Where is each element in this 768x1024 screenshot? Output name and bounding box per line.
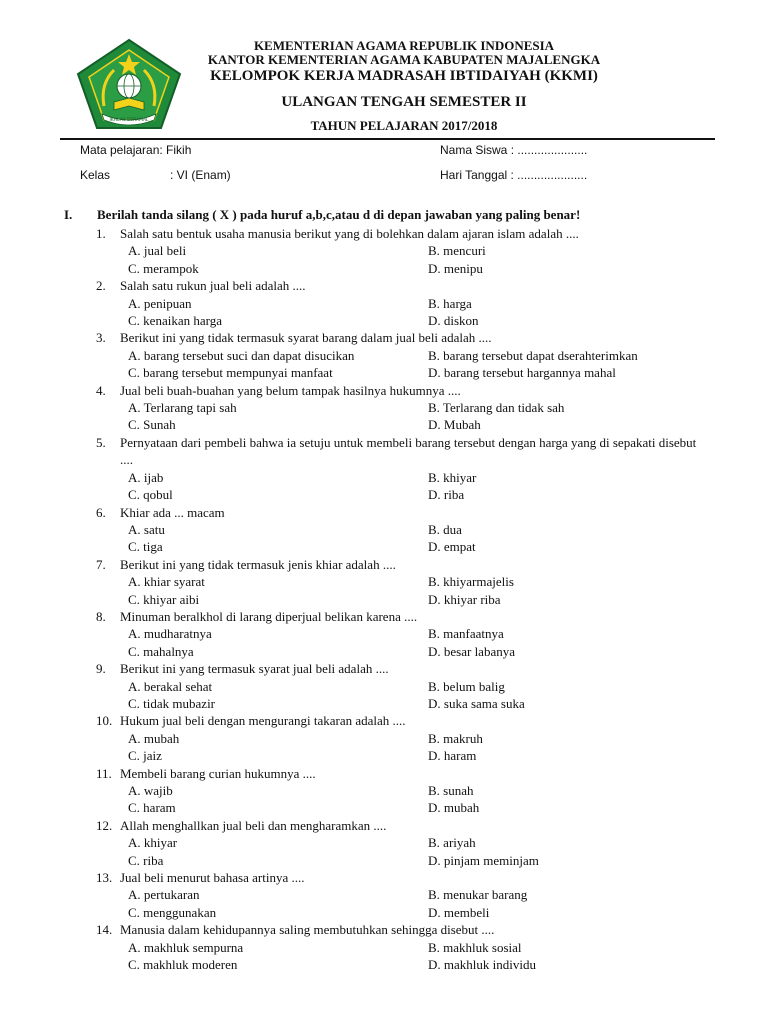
option-b[interactable]: B. khiyarmajelis bbox=[428, 574, 514, 590]
option-a[interactable]: A. khiyar bbox=[128, 835, 178, 851]
option-row bbox=[0, 295, 768, 312]
option-row bbox=[0, 678, 768, 695]
question-number: 5. bbox=[96, 434, 106, 450]
option-row bbox=[0, 416, 768, 433]
option-b[interactable]: B. ariyah bbox=[428, 835, 476, 851]
option-d[interactable]: D. pinjam meminjam bbox=[428, 852, 539, 868]
option-c[interactable]: C. tiga bbox=[128, 539, 163, 555]
question-number: 6. bbox=[96, 504, 106, 520]
option-c[interactable]: C. barang tersebut mempunyai manfaat bbox=[128, 365, 333, 381]
option-d[interactable]: D. diskon bbox=[428, 313, 479, 329]
option-d[interactable]: D. suka sama suka bbox=[428, 695, 525, 711]
question-item bbox=[0, 712, 768, 764]
option-row bbox=[0, 834, 768, 851]
question-text: Salah satu bentuk usaha manusia berikut yang di bolehkan dalam ajaran islam adalah .... bbox=[120, 226, 579, 241]
question-text: Jual beli buah-buahan yang belum tampak hasilnya hukumnya .... bbox=[120, 382, 461, 398]
option-row bbox=[0, 782, 768, 799]
option-a[interactable]: A. pertukaran bbox=[128, 887, 200, 903]
option-b[interactable]: B. Terlarang dan tidak sah bbox=[428, 400, 565, 416]
question-text: Pernyataan dari pembeli bahwa ia setuju untuk membeli barang tersebut dengan harga yang di sepakati disebut .... bbox=[120, 434, 697, 468]
section-instruction: Berilah tanda silang ( X ) pada huruf a,b,c,atau d di depan jawaban yang paling benar! bbox=[97, 207, 581, 222]
option-c[interactable]: C. mahalnya bbox=[128, 643, 194, 659]
exam-title: ULANGAN TENGAH SEMESTER II bbox=[281, 94, 527, 110]
option-a[interactable]: A. wajib bbox=[128, 783, 173, 798]
question-item bbox=[0, 556, 768, 608]
header-office: KANTOR KEMENTERIAN AGAMA KABUPATEN MAJALENGKA bbox=[207, 52, 601, 67]
option-a[interactable]: A. ijab bbox=[128, 469, 164, 485]
option-b[interactable]: B. menukar barang bbox=[428, 887, 528, 903]
option-d[interactable]: D. makhluk individu bbox=[428, 957, 536, 973]
question-text: Berikut ini yang termasuk syarat jual beli adalah .... bbox=[120, 661, 389, 677]
option-d[interactable]: D. barang tersebut hargannya mahal bbox=[428, 365, 616, 381]
option-b[interactable]: B. belum balig bbox=[428, 678, 505, 694]
option-row bbox=[0, 486, 768, 503]
option-row bbox=[0, 643, 768, 660]
school-year: TAHUN PELAJARAN 2017/2018 bbox=[310, 118, 498, 133]
option-a[interactable]: A. satu bbox=[128, 521, 165, 537]
option-a[interactable]: A. berakal sehat bbox=[128, 678, 213, 694]
option-c[interactable]: C. Sunah bbox=[128, 417, 176, 433]
question-text: Berikut ini yang tidak termasuk syarat barang dalam jual beli adalah .... bbox=[120, 330, 492, 346]
option-row bbox=[0, 469, 768, 486]
option-a[interactable]: A. barang tersebut suci dan dapat disucikan bbox=[128, 347, 355, 363]
option-c[interactable]: C. merampok bbox=[128, 260, 199, 276]
question-number: 10. bbox=[96, 713, 113, 729]
subject-label: Mata pelajaran: Fikih bbox=[80, 143, 192, 157]
header-kkmi: KELOMPOK KERJA MADRASAH IBTIDAIYAH (KKMI) bbox=[210, 68, 598, 84]
student-name-field: Nama Siswa : ..................... bbox=[440, 143, 588, 157]
question-text: Khiar ada ... macam bbox=[120, 504, 225, 520]
question-number: 13. bbox=[96, 870, 113, 886]
section-number: I. bbox=[64, 207, 73, 222]
option-b[interactable]: B. barang tersebut dapat dserahterimkan bbox=[428, 347, 638, 363]
option-a[interactable]: A. mudharatnya bbox=[128, 626, 212, 642]
option-row bbox=[0, 521, 768, 538]
question-text: Jual beli menurut bahasa artinya .... bbox=[120, 870, 305, 886]
option-b[interactable]: B. sunah bbox=[428, 783, 474, 798]
question-number: 4. bbox=[96, 382, 106, 398]
question-item bbox=[0, 277, 768, 329]
question-item bbox=[0, 608, 768, 660]
question-text: Membeli barang curian hukumnya .... bbox=[120, 765, 316, 781]
option-d[interactable]: D. membeli bbox=[428, 904, 490, 920]
option-row bbox=[0, 399, 768, 416]
option-b[interactable]: B. dua bbox=[428, 521, 462, 537]
question-list bbox=[0, 225, 768, 973]
question-item bbox=[0, 869, 768, 921]
option-b[interactable]: B. makruh bbox=[428, 730, 483, 746]
option-row bbox=[0, 347, 768, 364]
option-row bbox=[0, 747, 768, 764]
question-number: 7. bbox=[96, 556, 106, 572]
question-item bbox=[0, 921, 768, 973]
option-row bbox=[0, 886, 768, 903]
question-text: Manusia dalam kehidupannya saling membutuhkan sehingga disebut .... bbox=[120, 922, 495, 938]
question-item bbox=[0, 434, 768, 504]
option-row bbox=[0, 625, 768, 642]
option-d[interactable]: D. empat bbox=[428, 539, 476, 555]
option-d[interactable]: D. mubah bbox=[428, 800, 480, 816]
question-item bbox=[0, 225, 768, 277]
question-number: 3. bbox=[96, 330, 106, 346]
option-c[interactable]: C. jaiz bbox=[128, 748, 162, 764]
question-text: Allah menghallkan jual beli dan mengharamkan .... bbox=[120, 817, 387, 833]
option-row bbox=[0, 364, 768, 381]
class-value: : VI (Enam) bbox=[170, 168, 231, 182]
option-c[interactable]: C. haram bbox=[128, 800, 176, 816]
header-divider bbox=[60, 138, 715, 140]
header-ministry: KEMENTERIAN AGAMA REPUBLIK INDONESIA bbox=[253, 38, 555, 53]
option-c[interactable]: C. kenaikan harga bbox=[128, 313, 222, 329]
option-row bbox=[0, 538, 768, 555]
question-item bbox=[0, 382, 768, 434]
question-number: 9. bbox=[96, 661, 106, 677]
question-item bbox=[0, 765, 768, 817]
option-row bbox=[0, 260, 768, 277]
option-d[interactable]: D. riba bbox=[428, 487, 465, 503]
option-row bbox=[0, 591, 768, 608]
option-d[interactable]: D. besar labanya bbox=[428, 643, 515, 659]
option-d[interactable]: D. haram bbox=[428, 748, 477, 764]
question-item bbox=[0, 660, 768, 712]
question-item bbox=[0, 329, 768, 381]
svg-text:IKHLAS BERAMAL: IKHLAS BERAMAL bbox=[109, 118, 149, 123]
option-b[interactable]: B. mencuri bbox=[428, 243, 486, 259]
option-row bbox=[0, 573, 768, 590]
question-text: Berikut ini yang tidak termasuk jenis khiar adalah .... bbox=[120, 556, 396, 572]
option-d[interactable]: D. khiyar riba bbox=[428, 591, 501, 607]
question-text: Salah satu rukun jual beli adalah .... bbox=[120, 278, 306, 294]
question-number: 8. bbox=[96, 608, 106, 624]
option-a[interactable]: A. penipuan bbox=[128, 295, 192, 311]
option-d[interactable]: D. Mubah bbox=[428, 417, 481, 433]
option-row bbox=[0, 799, 768, 816]
option-a[interactable]: A. Terlarang tapi sah bbox=[128, 400, 237, 416]
question-item bbox=[0, 504, 768, 556]
class-label: Kelas bbox=[80, 168, 111, 182]
question-number: 1. bbox=[96, 226, 106, 241]
kemenag-logo bbox=[74, 36, 184, 132]
option-row bbox=[0, 730, 768, 747]
option-c[interactable]: C. khiyar aibi bbox=[128, 591, 200, 607]
question-item bbox=[0, 817, 768, 869]
question-number: 11. bbox=[96, 765, 112, 781]
option-a[interactable]: A. mubah bbox=[128, 730, 180, 746]
question-number: 12. bbox=[96, 817, 113, 833]
option-row bbox=[0, 956, 768, 973]
option-b[interactable]: B. harga bbox=[428, 295, 472, 311]
option-b[interactable]: B. khiyar bbox=[428, 469, 477, 485]
option-c[interactable]: C. menggunakan bbox=[128, 904, 217, 920]
option-b[interactable]: B. manfaatnya bbox=[428, 626, 504, 642]
date-field: Hari Tanggal : ..................... bbox=[440, 168, 588, 182]
option-b[interactable]: B. makhluk sosial bbox=[428, 939, 522, 955]
option-row bbox=[0, 312, 768, 329]
option-a[interactable]: A. jual beli bbox=[128, 243, 187, 259]
option-row bbox=[0, 939, 768, 956]
option-a[interactable]: A. khiar syarat bbox=[128, 574, 205, 590]
option-a[interactable]: A. makhluk sempurna bbox=[128, 939, 244, 955]
option-d[interactable]: D. menipu bbox=[428, 260, 483, 276]
option-c[interactable]: C. qobul bbox=[128, 487, 173, 503]
option-c[interactable]: C. tidak mubazir bbox=[128, 695, 216, 711]
question-number: 14. bbox=[96, 922, 113, 938]
option-c[interactable]: C. riba bbox=[128, 852, 164, 868]
option-row bbox=[0, 242, 768, 259]
question-number: 2. bbox=[96, 278, 106, 294]
question-text: Hukum jual beli dengan mengurangi takaran adalah .... bbox=[120, 713, 406, 729]
option-row bbox=[0, 904, 768, 921]
option-row bbox=[0, 695, 768, 712]
option-c[interactable]: C. makhluk moderen bbox=[128, 957, 238, 973]
question-text: Minuman beralkhol di larang diperjual belikan karena .... bbox=[120, 608, 418, 624]
option-row bbox=[0, 852, 768, 869]
